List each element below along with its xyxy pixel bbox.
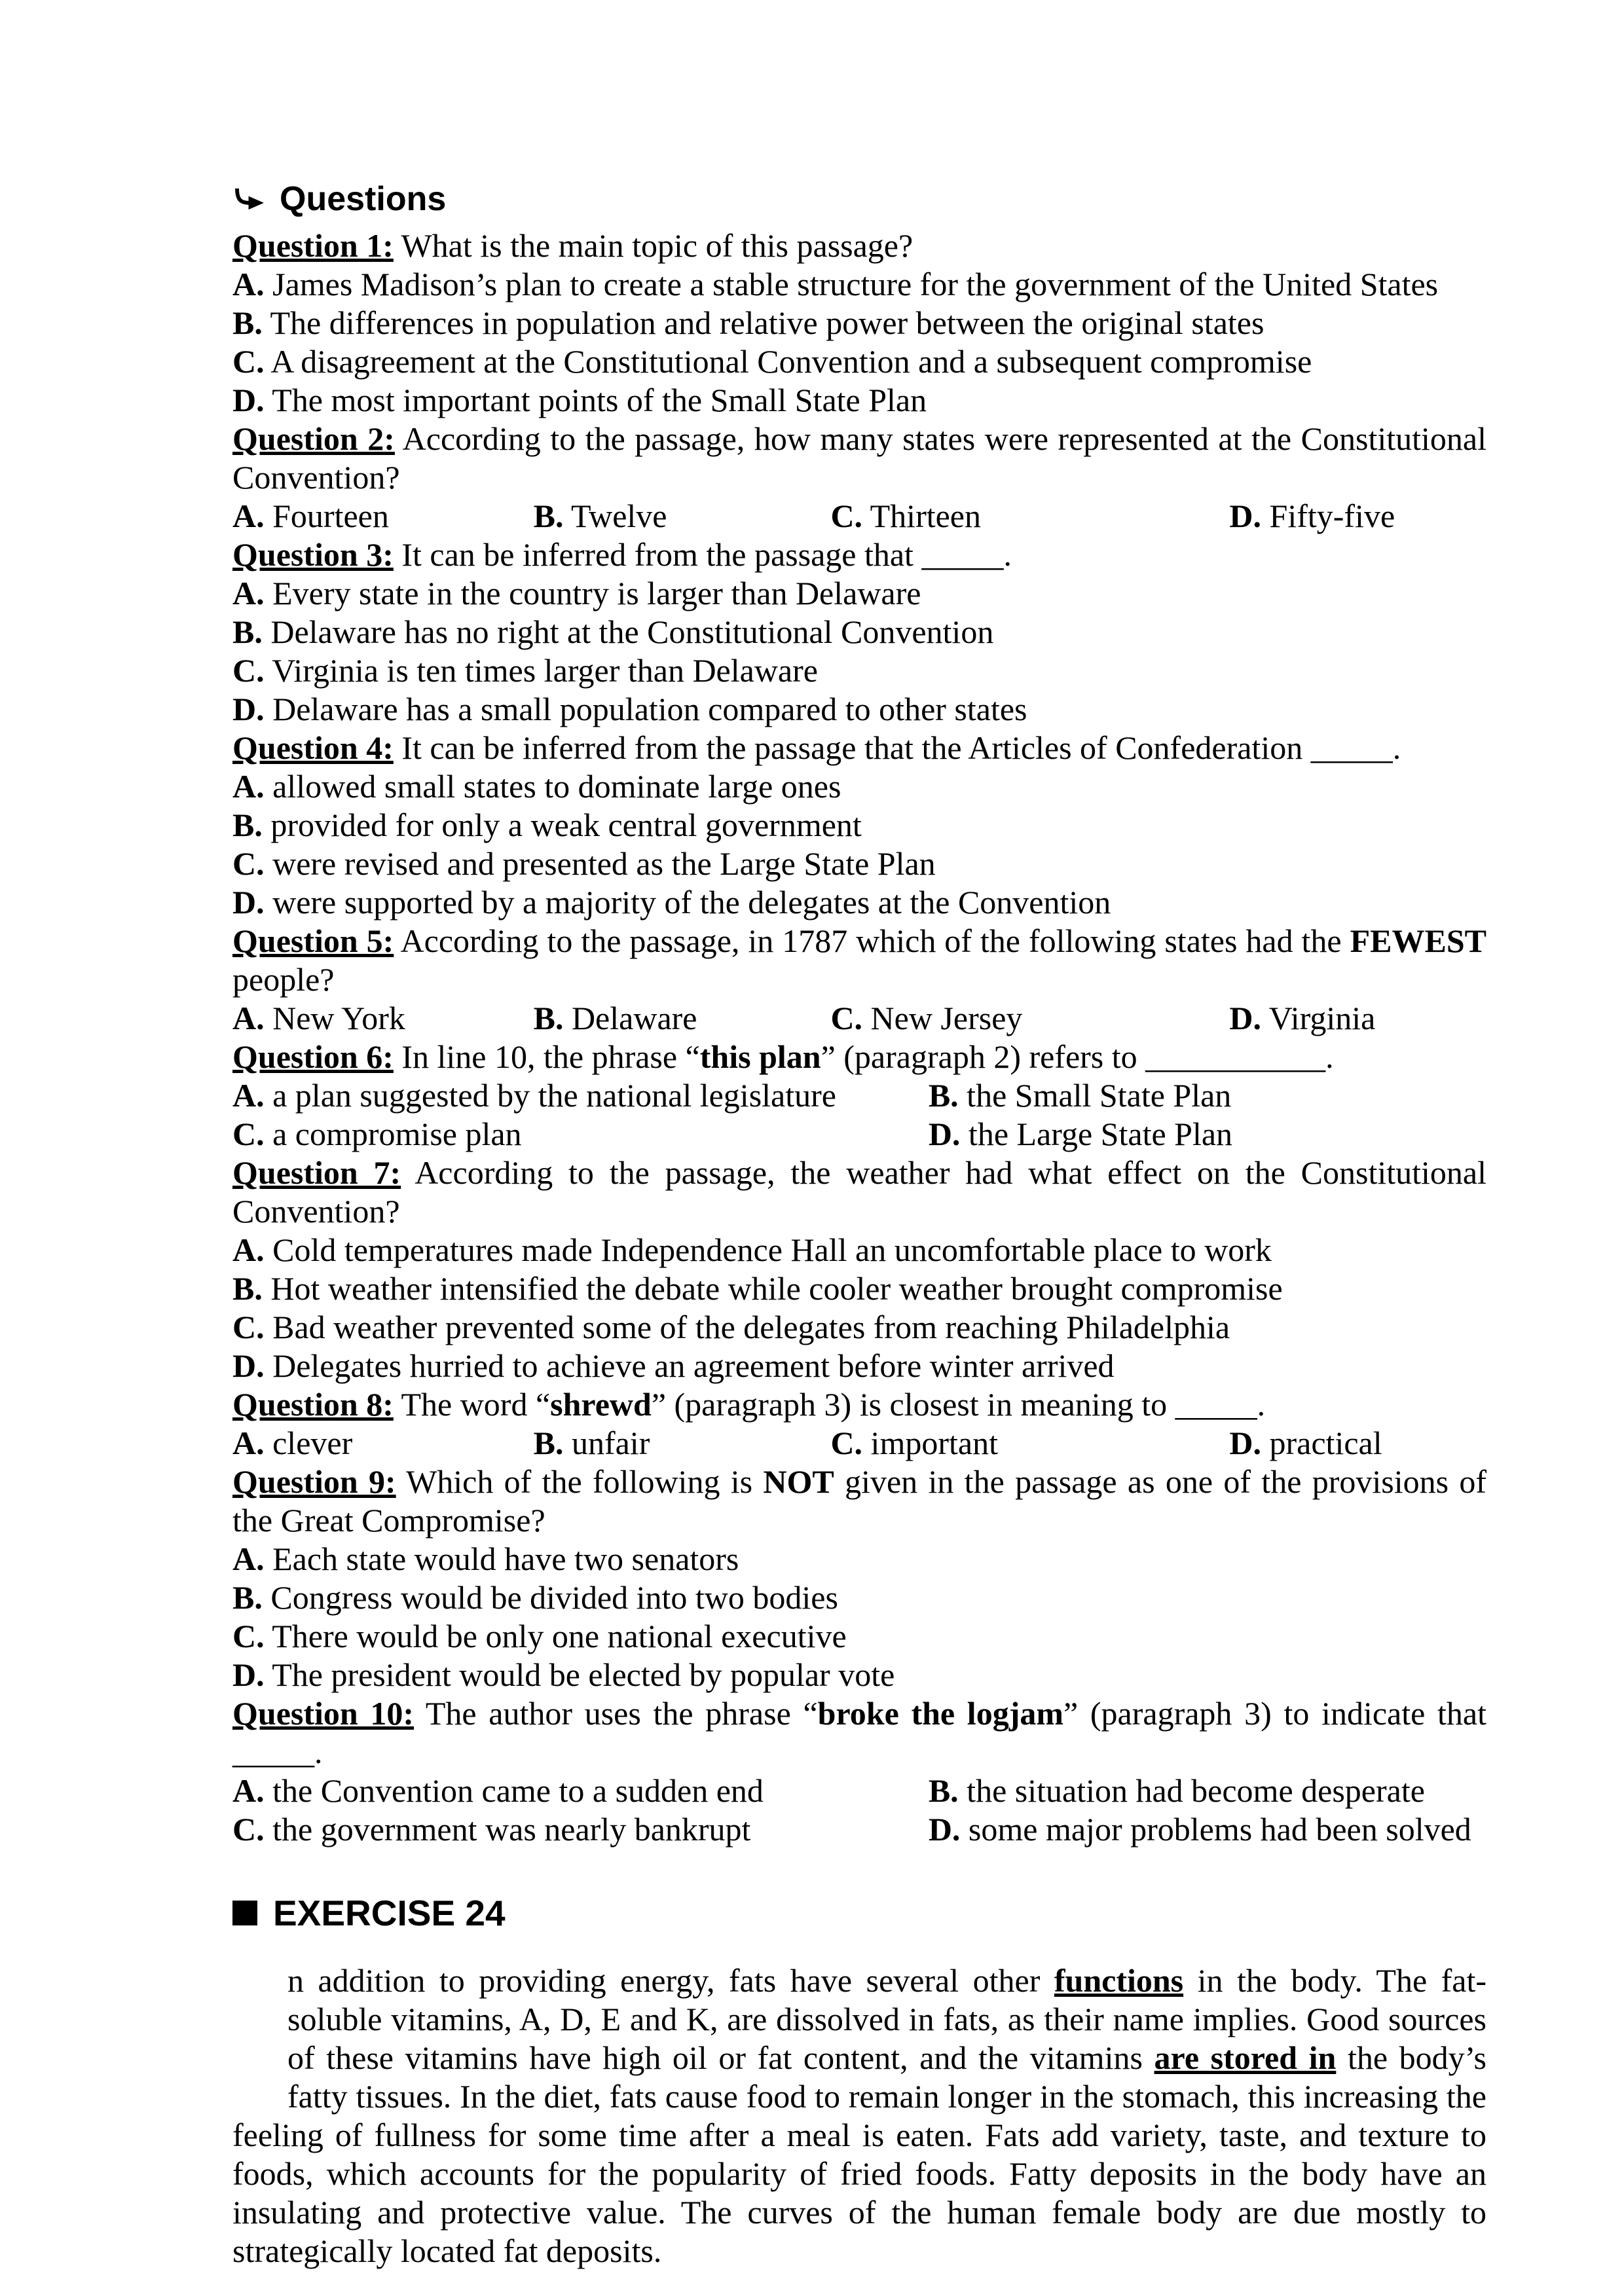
- option-letter: C.: [830, 1000, 863, 1036]
- option: [1229, 1424, 1486, 1463]
- option: [232, 1656, 1486, 1694]
- option-text: Thirteen: [862, 498, 982, 534]
- text-segment: are stored in: [1154, 2039, 1337, 2076]
- option: [232, 381, 1486, 420]
- option-text: Delegates hurried to achieve an agreement before winter arrived: [264, 1347, 1115, 1384]
- question-block: [232, 420, 1486, 536]
- option-letter: C.: [232, 1618, 265, 1654]
- option-letter: B.: [232, 1270, 263, 1307]
- option-text: Virginia: [1261, 1000, 1376, 1036]
- text-segment: FEWEST: [1350, 922, 1486, 959]
- option-text: The most important points of the Small State Plan: [264, 382, 927, 418]
- option-text: a plan suggested by the national legislature: [264, 1077, 836, 1114]
- option-text: Every state in the country is larger than Delaware: [264, 575, 921, 611]
- option: [830, 999, 1229, 1038]
- question-text: [232, 420, 1486, 497]
- option-text: Fifty-five: [1261, 498, 1395, 534]
- text-segment: in the body. The fat-soluble vitamins, A, D, E and K, are dissolved in fats, as their name implies. Good sources of these vitamins have high oil or fat content, and the vitamins: [287, 1962, 1487, 2076]
- text-segment: the body’s fatty tissues. In the diet, fats cause food to remain longer in the stomach, this increasing the feeling of fullness for some time after a meal is eaten. Fats add variety, taste, and texture to foods, which accounts for the popularity of fried foods. Fatty deposits in the body have an insulating and protective value. The curves of the human female body are due mostly to strategically located fat deposits.: [232, 2039, 1486, 2269]
- option-letter: D.: [928, 1116, 961, 1152]
- option-letter: A.: [232, 1077, 265, 1114]
- option-letter: C.: [232, 1811, 265, 1848]
- option: [1229, 497, 1486, 536]
- options-row: [232, 1076, 1486, 1154]
- option: [929, 1810, 1486, 1849]
- option: [232, 806, 1486, 845]
- option: [534, 497, 831, 536]
- option-text: Each state would have two senators: [264, 1540, 739, 1577]
- option: [232, 690, 1486, 729]
- document-page: [232, 178, 1486, 2270]
- option-letter: A.: [232, 1231, 265, 1268]
- option: [232, 1269, 1486, 1308]
- options-row: [232, 1772, 1486, 1849]
- option-text: provided for only a weak central government: [262, 807, 862, 843]
- question-label: Question 10:: [232, 1695, 415, 1732]
- option: [232, 1115, 929, 1154]
- option-text: the government was nearly bankrupt: [264, 1811, 751, 1848]
- options-row: [232, 497, 1486, 536]
- option: [232, 1617, 1486, 1656]
- option: [232, 613, 1486, 651]
- option: [232, 342, 1486, 381]
- question-block: [232, 1154, 1486, 1385]
- option-text: Twelve: [563, 498, 667, 534]
- text-segment: n addition to providing energy, fats have several other: [287, 1962, 1054, 1999]
- text-segment: NOT: [763, 1463, 834, 1500]
- option-letter: D.: [232, 1347, 265, 1384]
- text-segment: It can be inferred from the passage that the Articles of Confederation _____.: [393, 729, 1401, 766]
- option: [232, 265, 1486, 304]
- option-letter: D.: [1229, 1425, 1262, 1461]
- option-letter: B.: [232, 1579, 263, 1616]
- questions-list: [232, 227, 1486, 1849]
- option-text: A disagreement at the Constitutional Convention and a subsequent compromise: [264, 343, 1312, 380]
- option-letter: A.: [232, 1425, 265, 1461]
- option-text: Cold temperatures made Independence Hall an uncomfortable place to work: [264, 1231, 1272, 1268]
- text-segment: Which of the following is: [396, 1463, 764, 1500]
- question-text: [232, 729, 1486, 767]
- text-segment: According to the passage, in 1787 which of the following states had the: [394, 922, 1350, 959]
- option: [232, 497, 534, 536]
- option: [929, 1115, 1486, 1154]
- option-text: The president would be elected by popular vote: [264, 1656, 895, 1693]
- option: [929, 1076, 1486, 1115]
- question-label: Question 9:: [232, 1463, 396, 1500]
- option-letter: D.: [928, 1811, 961, 1848]
- option-letter: C.: [232, 1309, 265, 1345]
- option: [232, 1810, 929, 1849]
- text-segment: given in the passage as one of the provisions of the Great Compromise?: [232, 1463, 1486, 1539]
- option-text: Virginia is ten times larger than Delaware: [264, 652, 818, 689]
- option-text: the Convention came to a sudden end: [264, 1772, 764, 1809]
- option-letter: A.: [232, 575, 265, 611]
- option-text: important: [862, 1425, 998, 1461]
- text-segment: According to the passage, how many states were represented at the Constitutional Convention?: [232, 420, 1486, 496]
- option: [232, 999, 534, 1038]
- option: [830, 497, 1229, 536]
- option: [232, 574, 1486, 613]
- options-row: [232, 1424, 1486, 1463]
- option: [232, 1578, 1486, 1617]
- option-letter: D.: [1229, 1000, 1262, 1036]
- option: [232, 304, 1486, 342]
- question-text: [232, 1385, 1486, 1424]
- question-label: Question 6:: [232, 1038, 394, 1075]
- option-letter: D.: [232, 691, 265, 727]
- question-text: [232, 1038, 1486, 1076]
- question-text: [232, 1694, 1486, 1772]
- dropcap-spacer: [232, 1961, 287, 2078]
- option-letter: A.: [232, 1772, 265, 1809]
- text-segment: What is the main topic of this passage?: [393, 227, 913, 264]
- option-text: Bad weather prevented some of the delegates from reaching Philadelphia: [264, 1309, 1230, 1345]
- text-segment: The author uses the phrase “: [414, 1695, 818, 1732]
- text-segment: people?: [232, 961, 335, 998]
- option: [232, 845, 1486, 883]
- option-letter: B.: [928, 1772, 959, 1809]
- option-text: There would be only one national executive: [264, 1618, 847, 1654]
- option: [1229, 999, 1486, 1038]
- option-letter: D.: [232, 884, 265, 920]
- option: [232, 1772, 929, 1810]
- question-block: [232, 536, 1486, 729]
- option-text: the Small State Plan: [958, 1077, 1232, 1114]
- option-letter: A.: [232, 1540, 265, 1577]
- option: [830, 1424, 1229, 1463]
- option-letter: B.: [533, 1000, 564, 1036]
- option-letter: C.: [232, 845, 265, 882]
- question-text: [232, 227, 1486, 265]
- option-letter: C.: [232, 1116, 265, 1152]
- text-segment: functions: [1054, 1962, 1184, 1999]
- option-text: New York: [264, 1000, 405, 1036]
- option-letter: D.: [232, 382, 265, 418]
- question-label: Question 3:: [232, 536, 394, 573]
- option-letter: C.: [830, 1425, 863, 1461]
- question-block: [232, 729, 1486, 922]
- option-text: some major problems had been solved: [960, 1811, 1471, 1848]
- questions-header: [232, 178, 1486, 220]
- option-text: allowed small states to dominate large ones: [264, 768, 841, 805]
- option-text: Delaware: [563, 1000, 697, 1036]
- option: [232, 1308, 1486, 1347]
- option: [929, 1772, 1486, 1810]
- question-label: Question 2:: [232, 420, 395, 457]
- option-text: New Jersey: [862, 1000, 1023, 1036]
- option-letter: B.: [232, 807, 263, 843]
- text-segment: ” (paragraph 3) is closest in meaning to _____.: [651, 1386, 1266, 1423]
- option-letter: D.: [232, 1656, 265, 1693]
- option-letter: A.: [232, 768, 265, 805]
- text-segment: ” (paragraph 3) to indicate that _____.: [232, 1695, 1486, 1770]
- option-text: Congress would be divided into two bodies: [262, 1579, 838, 1616]
- question-label: Question 4:: [232, 729, 394, 766]
- option-text: Delaware has no right at the Constitutional Convention: [262, 613, 994, 650]
- question-label: Question 8:: [232, 1386, 394, 1423]
- option-letter: B.: [232, 304, 263, 341]
- option-letter: A.: [232, 498, 265, 534]
- option-text: Hot weather intensified the debate while cooler weather brought compromise: [262, 1270, 1283, 1307]
- option-letter: C.: [232, 343, 265, 380]
- option: [232, 883, 1486, 922]
- curved-right-arrow-icon: [232, 187, 267, 211]
- questions-title: Questions: [280, 180, 447, 218]
- option: [534, 999, 831, 1038]
- question-label: Question 5:: [232, 922, 394, 959]
- option-text: Delaware has a small population compared to other states: [264, 691, 1027, 727]
- option-letter: B.: [232, 613, 263, 650]
- text-segment: this plan: [699, 1038, 821, 1075]
- exercise-title: EXERCISE 24: [273, 1893, 506, 1933]
- option-letter: B.: [533, 1425, 564, 1461]
- option-letter: A.: [232, 1000, 265, 1036]
- text-segment: The word “: [393, 1386, 551, 1423]
- question-text: [232, 922, 1486, 999]
- question-block: [232, 227, 1486, 420]
- question-text: [232, 536, 1486, 574]
- exercise-paragraph: [232, 1961, 1486, 2270]
- option-text: the Large State Plan: [960, 1116, 1233, 1152]
- text-segment: shrewd: [550, 1386, 652, 1423]
- option: [232, 1540, 1486, 1578]
- option: [232, 1231, 1486, 1269]
- option: [232, 1076, 929, 1115]
- option-letter: D.: [1229, 498, 1262, 534]
- option-text: The differences in population and relative power between the original states: [262, 304, 1264, 341]
- text-segment: It can be inferred from the passage that _____.: [393, 536, 1012, 573]
- option: [232, 1347, 1486, 1385]
- text-segment: broke the logjam: [817, 1695, 1064, 1732]
- square-bullet-icon: [232, 1901, 257, 1925]
- option-text: unfair: [563, 1425, 650, 1461]
- question-block: [232, 1385, 1486, 1463]
- option-text: the situation had become desperate: [958, 1772, 1425, 1809]
- option-letter: C.: [232, 652, 265, 689]
- option-text: were supported by a majority of the delegates at the Convention: [264, 884, 1111, 920]
- question-label: Question 7:: [232, 1154, 401, 1191]
- question-block: [232, 1463, 1486, 1694]
- text-segment: ” (paragraph 2) refers to ___________.: [821, 1038, 1334, 1075]
- option-letter: B.: [533, 498, 564, 534]
- option-letter: A.: [232, 266, 265, 302]
- option-text: Fourteen: [264, 498, 389, 534]
- question-block: [232, 922, 1486, 1038]
- text-segment: According to the passage, the weather had what effect on the Constitutional Convention?: [232, 1154, 1486, 1230]
- option-letter: B.: [928, 1077, 959, 1114]
- option: [232, 1424, 534, 1463]
- question-block: [232, 1694, 1486, 1849]
- option: [534, 1424, 831, 1463]
- text-segment: In line 10, the phrase “: [393, 1038, 700, 1075]
- option-text: were revised and presented as the Large State Plan: [264, 845, 936, 882]
- option: [232, 767, 1486, 806]
- question-block: [232, 1038, 1486, 1154]
- option: [232, 651, 1486, 690]
- option-text: a compromise plan: [264, 1116, 522, 1152]
- option-text: clever: [264, 1425, 353, 1461]
- option-text: James Madison’s plan to create a stable structure for the government of the United States: [264, 266, 1439, 302]
- options-row: [232, 999, 1486, 1038]
- exercise-header: [232, 1891, 1486, 1935]
- option-text: practical: [1261, 1425, 1382, 1461]
- question-text: [232, 1154, 1486, 1231]
- option-letter: C.: [830, 498, 863, 534]
- question-label: Question 1:: [232, 227, 394, 264]
- question-text: [232, 1463, 1486, 1540]
